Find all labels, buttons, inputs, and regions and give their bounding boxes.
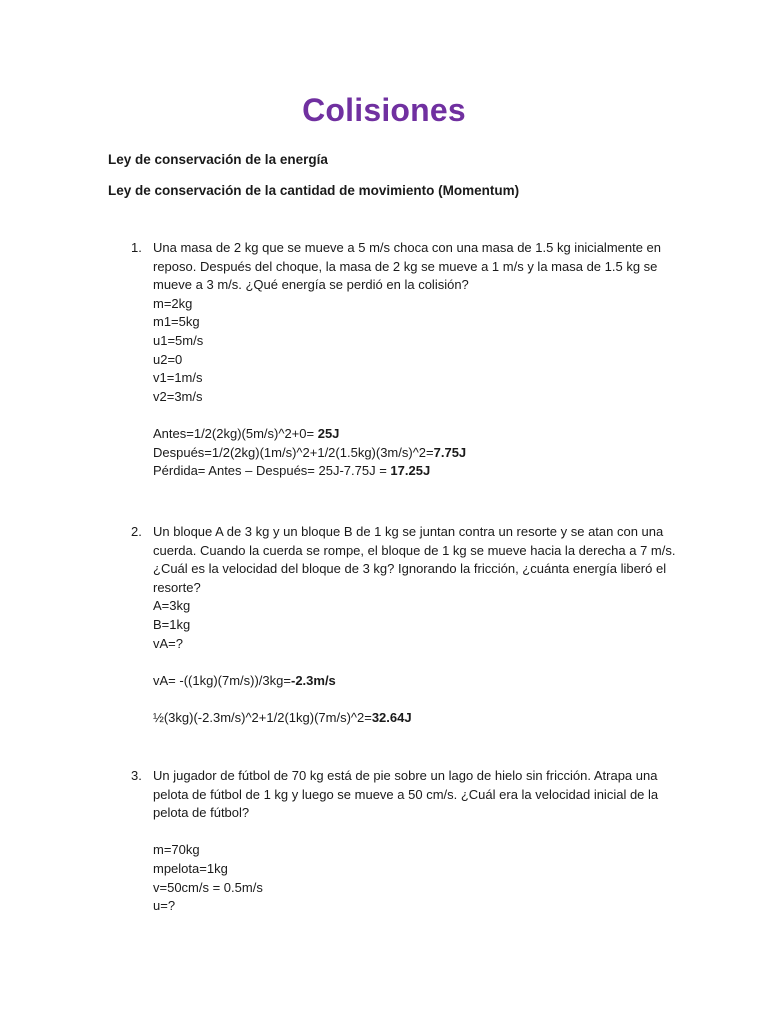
calc-text: vA= -((1kg)(7m/s))/3kg= <box>153 672 291 688</box>
calc-line <box>153 672 671 691</box>
subtitle-momentum: Ley de conservación de la cantidad de movimiento (Momentum) <box>108 183 520 198</box>
calc-text: ½(3kg)(-2.3m/s)^2+1/2(1kg)(7m/s)^2= <box>153 709 372 725</box>
statement-line: pelota de fútbol? <box>153 805 250 821</box>
calc-result: -2.3m/s <box>290 672 336 688</box>
calc-line <box>153 444 671 463</box>
given-line: v1=1m/s <box>153 370 203 386</box>
given-line: m=70kg <box>153 842 200 858</box>
calc-result: 25J <box>317 425 340 441</box>
given-line: A=3kg <box>153 598 191 614</box>
statement-line: Un bloque A de 3 kg y un bloque B de 1 kg se juntan contra un resorte y se atan con una <box>153 524 664 539</box>
calc-line <box>153 425 671 444</box>
statement-line: resorte? <box>153 579 201 595</box>
statement-line: reposo. Después del choque, la masa de 2 kg se mueve a 1 m/s y la masa de 1.5 kg se <box>153 258 658 274</box>
calc-result: 32.64J <box>371 709 412 725</box>
problem-number: 3. <box>131 768 142 783</box>
calc-text: Antes=1/2(2kg)(5m/s)^2+0= <box>153 425 318 441</box>
statement-line: mueve a 3 m/s. ¿Qué energía se perdió en la colisión? <box>153 277 469 293</box>
problem-1 <box>131 239 671 481</box>
statement-line: Un jugador de fútbol de 70 kg está de pie sobre un lago de hielo sin fricción. Atrapa una <box>153 768 658 783</box>
given-line: mpelota=1kg <box>153 860 228 876</box>
page-title: Colisiones <box>302 92 466 128</box>
statement-line: Una masa de 2 kg que se mueve a 5 m/s choca con una masa de 1.5 kg inicialmente en <box>153 240 662 255</box>
problem-3 <box>131 767 671 916</box>
subtitle-energy: Ley de conservación de la energía <box>108 152 328 167</box>
given-line: v2=3m/s <box>153 388 203 404</box>
statement-line: ¿Cuál es la velocidad del bloque de 3 kg? Ignorando la fricción, ¿cuánta energía liberó el <box>153 561 667 577</box>
calc-line <box>153 709 671 728</box>
statement-line: cuerda. Cuando la cuerda se rompe, el bloque de 1 kg se mueve hacia la derecha a 7 m/s. <box>153 542 676 558</box>
problem-2 <box>131 523 676 728</box>
given-line: B=1kg <box>153 616 191 632</box>
statement-line: pelota de fútbol de 1 kg y luego se mueve a 50 cm/s. ¿Cuál era la velocidad inicial de la <box>153 786 659 802</box>
calc-line <box>153 462 671 481</box>
given-line: m=2kg <box>153 295 193 311</box>
calc-text: Pérdida= Antes – Después= 25J-7.75J = <box>153 463 391 479</box>
calc-result: 7.75J <box>433 444 467 460</box>
problem-number: 2. <box>131 524 142 539</box>
given-line: vA=? <box>153 635 183 651</box>
given-line: u1=5m/s <box>153 332 204 348</box>
given-line: m1=5kg <box>153 314 200 330</box>
given-line: u=? <box>153 898 176 914</box>
problem-number: 1. <box>131 240 142 255</box>
calc-result: 17.25J <box>390 463 431 479</box>
given-line: u2=0 <box>153 351 183 367</box>
given-line: v=50cm/s = 0.5m/s <box>153 879 263 895</box>
calc-text: Después=1/2(2kg)(1m/s)^2+1/2(1.5kg)(3m/s)^2= <box>153 444 434 460</box>
